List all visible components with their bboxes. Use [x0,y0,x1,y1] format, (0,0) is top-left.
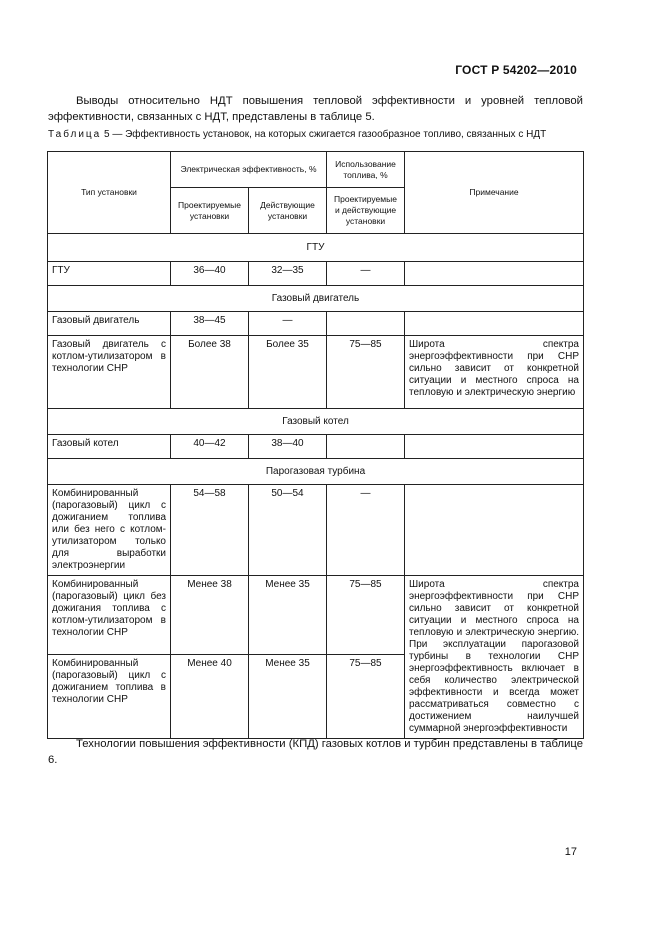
cell-designed: 36—40 [171,262,249,286]
cell-fuel [327,435,405,459]
cell-fuel [327,312,405,336]
cell-existing: — [249,312,327,336]
caption-number: 5 [104,129,110,140]
cell-note [405,435,584,459]
cell-designed: Менее 40 [171,655,249,739]
cell-designed: Более 38 [171,336,249,409]
outro-paragraph: Технологии повышения эффективности (КПД) газовых котлов и турбин представлены в таблице 6. [48,738,584,766]
cell-designed: 54—58 [171,485,249,576]
cell-type: Газовый двигатель [48,312,171,336]
table-row [48,435,584,459]
section-row [48,409,584,435]
section-engine: Газовый двигатель [48,286,584,312]
cell-type: Комбинированный (парогазовый) цикл без дожигания топлива с котлом-утилизатором в технологии CHP [48,576,171,655]
header-designed: Проектируемые установки [171,188,249,234]
cell-type: Газовый котел [48,435,171,459]
cell-note-merged: Широта спектра энергоэффективности при CHP сильно зависит от конкретной ситуации и местного спроса на тепловую и электрическую энергию. При эксплуатации парогазовой турбины в технологии CHP энергоэффективность включает в себя количество электрической эффективности и всегда может рассматриваться совместно с достижением наилучшей суммарной энергоэффективности [405,576,584,739]
caption-text: — Эффективность установок, на которых сжигается газообразное топливо, связанных с НДТ [112,129,547,140]
efficiency-table [47,151,584,739]
section-gtu: ГТУ [48,234,584,262]
table-row [48,485,584,576]
cell-type: Комбинированный (парогазовый) цикл с дожиганием топлива в технологии CHP [48,655,171,739]
cell-fuel: 75—85 [327,655,405,739]
intro-paragraph: Выводы относительно НДТ повышения тепловой эффективности и уровней тепловой эффективности, связанных с НДТ, представлены в таблице 5. [48,95,583,123]
section-row [48,459,584,485]
cell-existing: Более 35 [249,336,327,409]
header-fuel: Использование топлива, % [327,152,405,188]
cell-fuel: 75—85 [327,336,405,409]
cell-fuel: 75—85 [327,576,405,655]
cell-type: Газовый двигатель с котлом-утилизатором в технологии CHP [48,336,171,409]
caption-label: Таблица [48,129,102,140]
header-existing: Действующие установки [249,188,327,234]
standard-number: ГОСТ Р 54202—2010 [455,63,577,77]
cell-note: Широта спектра энергоэффективности при CHP сильно зависит от конкретной ситуации и местного спроса на тепловую и электрическую энергию [405,336,584,409]
cell-note [405,485,584,576]
cell-note [405,312,584,336]
table-caption [48,129,588,140]
cell-type: Комбинированный (парогазовый) цикл с дожиганием топлива или без него с котлом-утилизатором только для выработки электроэнергии [48,485,171,576]
cell-note [405,262,584,286]
cell-designed: 38—45 [171,312,249,336]
page-number: 17 [564,846,577,858]
cell-type: ГТУ [48,262,171,286]
cell-existing: 50—54 [249,485,327,576]
header-type: Тип установки [48,152,171,234]
table-row [48,312,584,336]
table-row [48,576,584,655]
cell-existing: Менее 35 [249,655,327,739]
cell-existing: 32—35 [249,262,327,286]
header-designed-existing: Проектируемые и действующие установки [327,188,405,234]
cell-designed: 40—42 [171,435,249,459]
section-row [48,286,584,312]
cell-existing: 38—40 [249,435,327,459]
header-note: Примечание [405,152,584,234]
section-turbine: Парогазовая турбина [48,459,584,485]
cell-fuel: — [327,485,405,576]
header-electric: Электрическая эффективность, % [171,152,327,188]
table-row [48,262,584,286]
section-boiler: Газовый котел [48,409,584,435]
section-row [48,234,584,262]
cell-fuel: — [327,262,405,286]
cell-existing: Менее 35 [249,576,327,655]
table-row [48,336,584,409]
cell-designed: Менее 38 [171,576,249,655]
